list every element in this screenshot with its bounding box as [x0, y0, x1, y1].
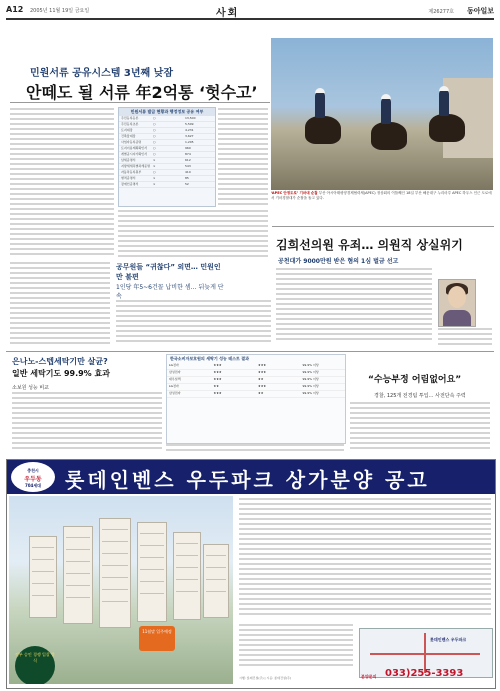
- table-cell: 543: [185, 164, 191, 168]
- table-cell: ★★★: [258, 370, 267, 374]
- table-cell: 삼성전자: [169, 370, 181, 374]
- ad-badge-mid: 우두동: [24, 476, 42, 483]
- table-cell: ×: [153, 182, 156, 186]
- article3-body-bottom: [166, 444, 344, 456]
- article1-pullquote: [116, 262, 226, 300]
- table-cell: 주민등록등본: [121, 116, 139, 120]
- table-cell: 토지이용계획확인서: [121, 146, 148, 150]
- ad-badge-top: 충천시: [27, 468, 39, 473]
- table-cell: 874: [185, 152, 191, 156]
- ad-map-label: 롯데인벤스 우두파크: [430, 637, 467, 642]
- article1-body-col4: [10, 262, 110, 352]
- photo-caption-text: 부산 아시아태평양경제협력체(APEC) 정상회의 이틀째인 18일 부산 해운대구 누리마루 APEC 하우스 인근 도로에서 기마경찰대가 순찰을 돌고 있다.: [271, 191, 492, 200]
- table-cell: 5,509: [185, 122, 194, 126]
- table-cell: ○: [153, 128, 156, 132]
- table-cell: LG전자: [169, 384, 179, 388]
- article1-body-col5: [116, 300, 271, 350]
- table-cell: 병적증명서: [121, 176, 136, 180]
- table-cell: 410: [185, 170, 191, 174]
- table-row: [167, 363, 345, 370]
- table-cell: 사업자등록증명: [121, 140, 142, 144]
- table-cell: 85: [185, 176, 189, 180]
- article3-table: [166, 354, 346, 444]
- article1-body-col3: [218, 108, 268, 208]
- ad-move-in-tag: 11월말 입주예정: [139, 626, 175, 651]
- table-cell: 장애인증명서: [121, 182, 139, 186]
- table-cell: 지방세세목별과세증명: [121, 164, 150, 168]
- table-cell: 삼성전자: [169, 391, 181, 395]
- mounted-police-photo: [271, 38, 493, 190]
- ad-footer: 시행: 롯데건설(주) | 시공: 롯데건설(주): [239, 676, 292, 680]
- table-cell: ○: [153, 116, 156, 120]
- ad-badge-bottom: 704세대: [24, 483, 42, 488]
- table-cell: 99.9% 이상: [302, 391, 319, 395]
- divider: [272, 226, 494, 227]
- apartment-advertisement: [6, 459, 496, 689]
- table-row: [167, 370, 345, 377]
- table-cell: ★★★: [258, 384, 267, 388]
- article2-body-side: [438, 328, 492, 350]
- article3-kicker: 은나노-스텝세탁기만 살균?: [12, 357, 108, 366]
- table-cell: ○: [153, 152, 156, 156]
- article4-headline: “수능부정 어림없어요”: [368, 375, 462, 385]
- article3-headline: 일반 세탁기도 99.9% 효과: [12, 369, 110, 378]
- table-cell: ○: [153, 134, 156, 138]
- apartment-rendering: [9, 496, 233, 684]
- table-cell: ★★★: [258, 363, 267, 367]
- table-cell: 99.9% 이상: [302, 384, 319, 388]
- article1-body-col2: [118, 210, 268, 260]
- article2-headline: 김희선의원 유죄… 의원직 상실위기: [276, 238, 463, 252]
- table-cell: ★★: [258, 377, 264, 381]
- pullquote-line2: 1인당 年5~6건꼴 납비한 셈… 뒤늦게 단속: [116, 284, 224, 300]
- article4-subhead: 경찰, 125개 전경팀 투입… 사전단속 주력: [374, 393, 466, 399]
- table-cell: 99.9% 이상: [302, 377, 319, 381]
- article1-kicker: 민원서류 공유시스템 3년째 낮잠: [30, 68, 173, 79]
- ad-title: 롯데인벤스 우두파크 상가분양 공고: [65, 468, 430, 492]
- article1-table: [118, 107, 216, 207]
- table-cell: ★★★: [213, 370, 222, 374]
- ad-phone-label: 분양문의: [361, 674, 377, 679]
- article1-headline: 안떼도 될 서류 年2억통 ‘헛수고’: [26, 83, 258, 102]
- table-cell: 960: [185, 146, 191, 150]
- issue-date: 2005년 11월 19일 금요일: [30, 8, 90, 14]
- ad-badge: [11, 462, 55, 492]
- table-cell: ★★: [213, 384, 219, 388]
- divider: [6, 351, 494, 352]
- ad-details-text: [239, 498, 491, 618]
- table-cell: ○: [153, 140, 156, 144]
- page-number: A12: [6, 5, 24, 14]
- table-cell: 99.9% 이상: [302, 363, 319, 367]
- issue-number: 제26277호: [428, 9, 454, 15]
- table-cell: LG전자: [169, 363, 179, 367]
- table-cell: 토지대장: [121, 128, 133, 132]
- article1-body-col1: [10, 108, 114, 258]
- table-cell: 3,627: [185, 134, 194, 138]
- table-cell: ×: [153, 164, 156, 168]
- table-cell: ×: [153, 176, 156, 180]
- table-cell: ○: [153, 170, 156, 174]
- politician-portrait: [438, 279, 476, 327]
- section-title: 사회: [216, 8, 240, 19]
- ad-details-text-2: [239, 624, 353, 672]
- masthead: [6, 4, 494, 20]
- table-cell: 자동차등록원부: [121, 170, 142, 174]
- table-cell: 개별공시지가확인서: [121, 152, 148, 156]
- ad-phone-number: 033)255-3393: [385, 668, 464, 679]
- article4-body: [350, 402, 490, 456]
- article2-subhead: 공천대가 9000만원 받은 혐의 1심 벌금 선고: [278, 258, 399, 265]
- table-cell: ○: [153, 146, 156, 150]
- table-row: [167, 384, 345, 391]
- article1-table-title: 민원서류 발급 현황과 행정정보 공유 여부: [119, 108, 215, 116]
- table-cell: 건축물대장: [121, 134, 136, 138]
- table-cell: 납세증명서: [121, 158, 136, 162]
- article3-body: [12, 392, 162, 454]
- table-row: [119, 182, 215, 188]
- photo-caption: [271, 191, 493, 200]
- table-cell: 52: [185, 182, 189, 186]
- table-cell: ★★★: [213, 377, 222, 381]
- newspaper-page: [6, 4, 494, 687]
- table-cell: ×: [153, 158, 156, 162]
- article1-rule: [10, 102, 270, 103]
- table-cell: 1,205: [185, 140, 194, 144]
- paper-logo: 동아일보: [466, 7, 494, 15]
- table-cell: ○: [153, 122, 156, 126]
- table-cell: 4,231: [185, 128, 194, 132]
- table-cell: 13,500: [185, 116, 196, 120]
- table-row: [167, 391, 345, 398]
- table-cell: 99.9% 이상: [302, 370, 319, 374]
- article3-byline: 소보원 성능 비교: [12, 385, 49, 391]
- photo-caption-label: ‘APEC 안정도로’ 기마대 순찰: [271, 191, 318, 195]
- table-cell: ★★★: [213, 391, 222, 395]
- article3-table-title: 한국소비자보호원의 세탁기 성능 테스트 결과: [170, 356, 249, 361]
- ad-stamp: 정부 승인 경쟁 입찰 방식: [15, 646, 55, 684]
- table-row: [167, 377, 345, 384]
- article2-body: [276, 268, 432, 348]
- table-cell: ★★★: [213, 363, 222, 367]
- table-cell: 612: [185, 158, 191, 162]
- ad-header: [7, 460, 495, 494]
- pullquote-line1: 공무원들 “귀찮다” 외면… 민원인만 불편: [116, 263, 221, 281]
- table-cell: ★★: [258, 391, 264, 395]
- table-cell: 대우일렉: [169, 377, 181, 381]
- table-cell: 주민등록초본: [121, 122, 139, 126]
